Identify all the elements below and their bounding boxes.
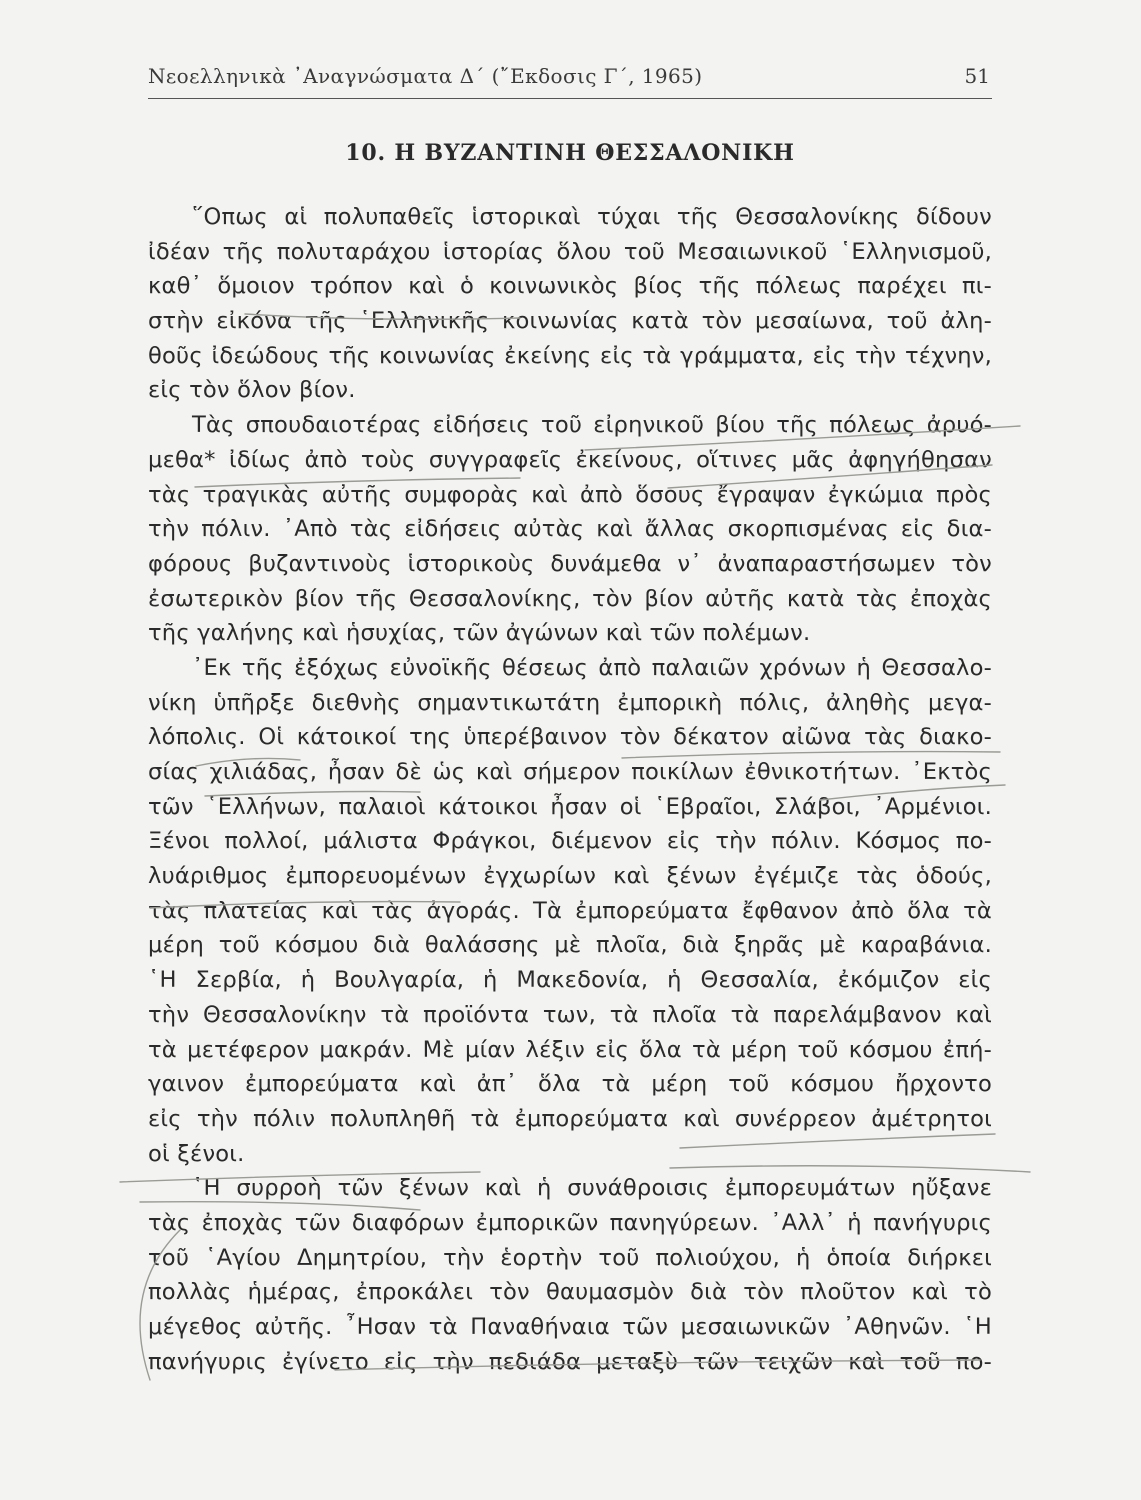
text-line: νίκη ὑπῆρξε διεθνὴς σημαντικωτάτη ἐμπορικὴ πόλις, ἀληθὴς μεγα- [148,689,992,716]
text-line: μέρη τοῦ κόσμου διὰ θαλάσσης μὲ πλοῖα, διὰ ξηρᾶς μὲ καραβάνια. [148,932,992,959]
text-line: Ξένοι πολλοί, μάλιστα Φράγκοι, διέμενον εἰς τὴν πόλιν. Κόσμος πο- [148,828,992,855]
text-line: ἐσωτερικὸν βίον τῆς Θεσσαλονίκης, τὸν βίον αὐτῆς κατὰ τὰς ἐποχὰς [148,585,992,612]
text-line: τὰς ἐποχὰς τῶν διαφόρων ἐμπορικῶν πανηγύρεων. ᾿Αλλ᾿ ἡ πανήγυρις [148,1209,992,1236]
text-line: τὴν πόλιν. ᾿Απὸ τὰς εἰδήσεις αὐτὰς καὶ ἄλλας σκορπισμένας εἰς δια- [148,516,992,543]
text-line: ᾿Εκ τῆς ἐξόχως εὐνοϊκῆς θέσεως ἀπὸ παλαιῶν χρόνων ἡ Θεσσαλο- [192,654,992,681]
text-line: τὰς πλατείας καὶ τὰς ἀγοράς. Τὰ ἐμπορεύματα ἔφθανον ἀπὸ ὅλα τὰ [148,897,992,924]
page-number: 51 [964,64,990,88]
text-line: φόρους βυζαντινοὺς ἱστορικοὺς δυνάμεθα ν᾿ ἀναπαραστήσωμεν τὸν [148,550,992,577]
text-line: πανήγυρις ἐγίνετο εἰς τὴν πεδιάδα μεταξὺ τῶν τειχῶν καὶ τοῦ πο- [148,1348,992,1375]
text-line: στὴν εἰκόνα τῆς ῾Ελληνικῆς κοινωνίας κατὰ τὸν μεσαίωνα, τοῦ ἀλη- [148,308,992,335]
text-line: Τὰς σπουδαιοτέρας εἰδήσεις τοῦ εἰρηνικοῦ βίου τῆς πόλεως ἀρυό- [192,412,992,439]
text-line: τὰ μετέφερον μακράν. Μὲ μίαν λέξιν εἰς ὅλα τὰ μέρη τοῦ κόσμου ἐπή- [148,1036,992,1063]
text-line: σίας χιλιάδας, ἦσαν δὲ ὡς καὶ σήμερον ποικίλων ἐθνικοτήτων. ᾿Εκτὸς [148,759,992,785]
text-line: ῞Οπως αἱ πολυπαθεῖς ἱστορικαὶ τύχαι τῆς Θεσσαλονίκης δίδουν [192,204,992,230]
text-line: καθ᾿ ὅμοιον τρόπον καὶ ὁ κοινωνικὸς βίος τῆς πόλεως παρέχει πι- [148,273,992,300]
text-line: θοῦς ἰδεώδους τῆς κοινωνίας ἐκείνης εἰς τὰ γράμματα, εἰς τὴν τέχνην, [148,342,992,369]
text-line: μέγεθος αὐτῆς. ῏Ησαν τὰ Παναθήναια τῶν μεσαιωνικῶν ᾿Αθηνῶν. ῾Η [148,1314,992,1340]
text-line: εἰς τὸν ὅλον βίον. [148,377,356,404]
text-line: ἰδέαν τῆς πολυταράχου ἱστορίας ὅλου τοῦ Μεσαιωνικοῦ ῾Ελληνισμοῦ, [148,238,992,265]
text-line: ῾Η Σερβία, ἡ Βουλγαρία, ἡ Μακεδονία, ἡ Θεσσαλία, ἐκόμιζον εἰς [148,967,992,994]
text-line: τὴν Θεσσαλονίκην τὰ προϊόντα των, τὰ πλοῖα τὰ παρελάμβανον καὶ [148,1001,992,1028]
text-line: τῆς γαλήνης καὶ ἡσυχίας, τῶν ἀγώνων καὶ τῶν πολέμων. [148,620,811,647]
running-title: Νεοελληνικὰ ᾿Αναγνώσματα Δ΄ (῎Εκδοσις Γ΄, 1965) [148,64,703,88]
text-line: τοῦ ῾Αγίου Δημητρίου, τὴν ἑορτὴν τοῦ πολιούχου, ἡ ὁποία διήρκει [148,1244,992,1271]
text-line: λυάριθμος ἐμπορευομένων ἐγχωρίων καὶ ξένων ἐγέμιζε τὰς ὁδούς, [148,863,992,890]
text-line: οἱ ξένοι. [148,1140,245,1167]
text-line: λόπολις. Οἱ κάτοικοί της ὑπερέβαινον τὸν δέκατον αἰῶνα τὰς διακο- [148,724,992,751]
running-header [148,60,992,99]
text-line: τῶν ῾Ελλήνων, παλαιοὶ κάτοικοι ἦσαν οἱ ῾Εβραῖοι, Σλάβοι, ᾿Αρμένιοι. [148,793,992,820]
text-line: πολλὰς ἡμέρας, ἐπροκάλει τὸν θαυμασμὸν διὰ τὸν πλοῦτον καὶ τὸ [148,1279,992,1306]
text-line: τὰς τραγικὰς αὐτῆς συμφορὰς καὶ ἀπὸ ὅσους ἔγραψαν ἐγκώμια πρὸς [148,481,992,508]
text-line: μεθα* ἰδίως ἀπὸ τοὺς συγγραφεῖς ἐκείνους, οἵτινες μᾶς ἀφηγήθησαν [148,446,992,473]
text-line: γαινον ἐμπορεύματα καὶ ἀπ᾿ ὅλα τὰ μέρη τοῦ κόσμου ἤρχοντο [148,1071,992,1098]
text-line: ῾Η συρροὴ τῶν ξένων καὶ ἡ συνάθροισις ἐμπορευμάτων ηὔξανε [192,1175,992,1202]
chapter-title: 10. Η ΒΥΖΑΝΤΙΝΗ ΘΕΣΣΑΛΟΝΙΚΗ [345,140,795,166]
text-line: εἰς τὴν πόλιν πολυπληθῆ τὰ ἐμπορεύματα καὶ συνέρρεον ἀμέτρητοι [148,1105,992,1132]
body-text [148,200,992,1379]
